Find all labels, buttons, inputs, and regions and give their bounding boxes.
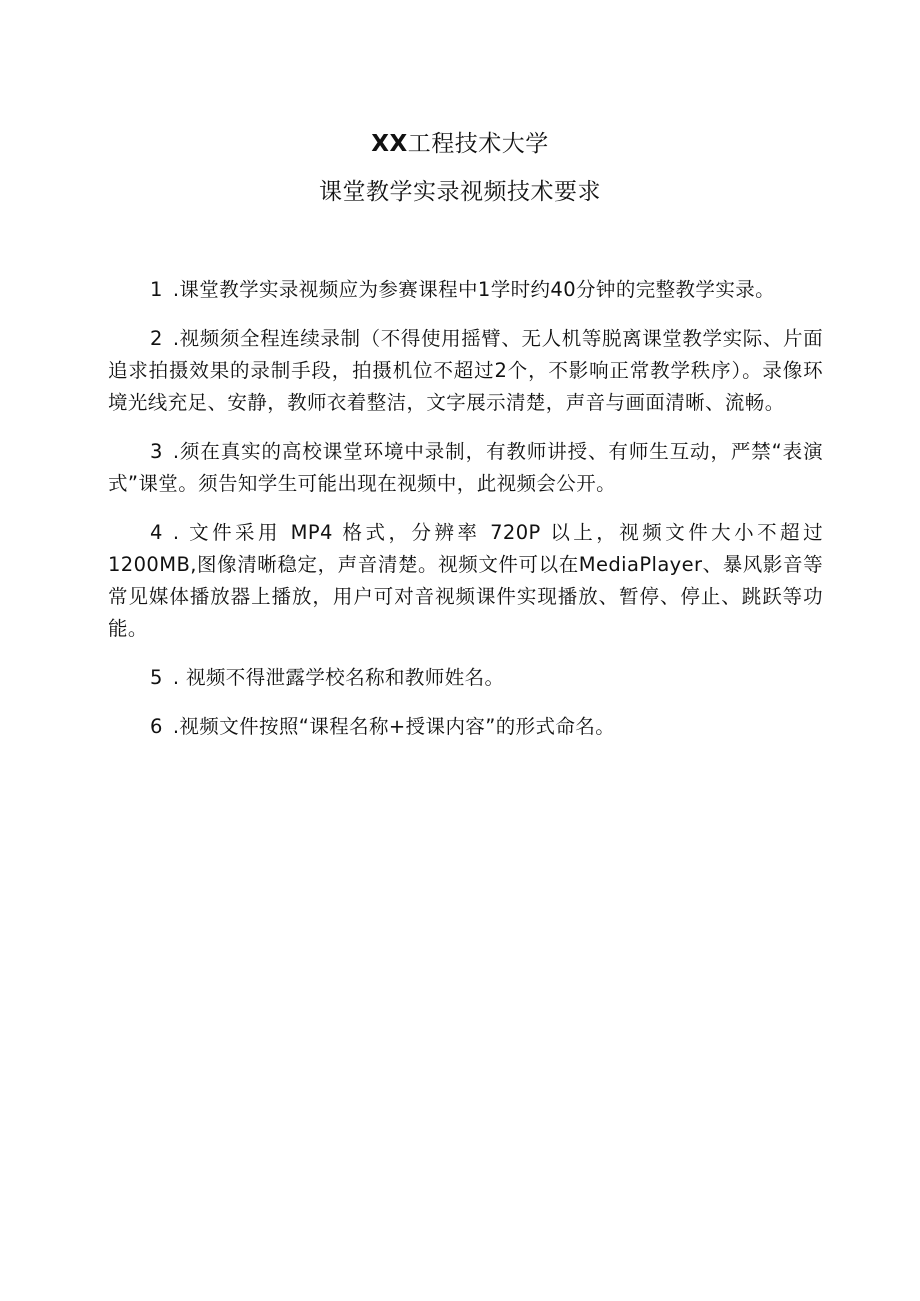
document-subtitle: 课堂教学实录视频技术要求 bbox=[319, 179, 601, 205]
item-text: .视频须全程连续录制（不得使用摇臂、无人机等脱离课堂教学实际、片面追求拍摄效果的录制手段，拍摄机位不超过2个，不影响正常教学秩序）。录像环境光线充足、安静，教师衣着整洁，文字展示清楚，声音与画面清晰、流畅。 bbox=[108, 327, 823, 414]
item-text: .视频文件按照“课程名称+授课内容”的形式命名。 bbox=[172, 715, 616, 738]
document-title bbox=[0, 128, 920, 160]
requirement-item-3 bbox=[108, 436, 823, 500]
item-text: .须在真实的高校课堂环境中录制，有教师讲授、有师生互动，严禁“表演式”课堂。须告知学生可能出现在视频中，此视频会公开。 bbox=[108, 440, 823, 495]
requirement-item-6 bbox=[108, 711, 823, 743]
requirements-list bbox=[108, 274, 823, 760]
item-text: . 视频不得泄露学校名称和教师姓名。 bbox=[172, 666, 505, 689]
item-number: 4 bbox=[150, 521, 163, 544]
requirement-item-1 bbox=[108, 274, 823, 306]
item-text: .课堂教学实录视频应为参赛课程中1学时约40分钟的完整教学实录。 bbox=[172, 278, 776, 301]
title-prefix: XX bbox=[371, 131, 408, 157]
requirement-item-5 bbox=[108, 662, 823, 694]
title-rest: 工程技术大学 bbox=[407, 131, 549, 157]
item-number: 1 bbox=[150, 278, 163, 301]
item-number: 6 bbox=[150, 715, 163, 738]
requirement-item-4 bbox=[108, 517, 823, 645]
item-text: . 文件采用 MP4 格式，分辨率 720P 以上，视频文件大小不超过1200MB,图像清晰稳定，声音清楚。视频文件可以在MediaPlayer、暴风影音等常见媒体播放器上播放，用户可对音视频课件实现播放、暂停、停止、跳跃等功能。 bbox=[108, 521, 823, 640]
item-number: 2 bbox=[150, 327, 163, 350]
item-number: 3 bbox=[150, 440, 163, 463]
requirement-item-2 bbox=[108, 323, 823, 419]
item-number: 5 bbox=[150, 666, 163, 689]
